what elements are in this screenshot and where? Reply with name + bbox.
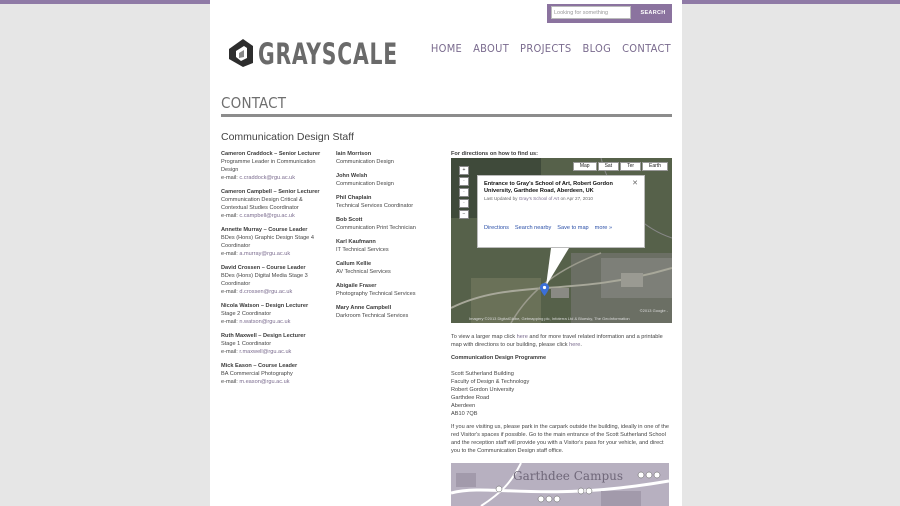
logo-wordmark: GRAYSCALE <box>258 37 398 71</box>
map-copyright: Imagery ©2013 DigitalGlobe, Getmapping plc, Infoterra Ltd & Bluesky, The GeoInformation <box>469 316 630 321</box>
section-title: Communication Design Staff <box>221 131 354 143</box>
close-icon[interactable]: ✕ <box>632 180 638 187</box>
staff-entry <box>336 304 444 320</box>
staff-column-2 <box>336 150 444 326</box>
nav-home[interactable]: HOME <box>430 42 463 55</box>
staff-name: Cameron Craddock – Senior Lecturer <box>221 151 321 157</box>
save-to-map-link[interactable]: Save to map <box>557 225 589 231</box>
staff-role: Communication Design <box>336 159 394 165</box>
zoom-step-icon[interactable]: · <box>459 199 469 208</box>
page-title: CONTACT <box>221 94 287 112</box>
staff-role: Programme Leader in Communication Design <box>221 159 316 173</box>
staff-name: Karl Kaufmann <box>336 239 376 245</box>
address-heading: Communication Design Programme <box>451 355 547 361</box>
larger-map-link[interactable]: here <box>516 334 528 340</box>
nav-blog[interactable]: BLOG <box>582 42 612 55</box>
email-label: e-mail: <box>221 213 238 219</box>
map-type-tabs <box>573 162 668 171</box>
email-label: e-mail: <box>221 289 238 295</box>
directions-heading: For directions on how to find us: <box>451 151 539 157</box>
zoom-step-icon[interactable]: · <box>459 177 469 186</box>
tab-satellite[interactable]: Sat <box>598 162 620 171</box>
main-nav <box>431 42 671 55</box>
staff-entry <box>336 260 444 276</box>
info-window-updated <box>484 196 638 201</box>
larger-map-paragraph <box>451 333 672 349</box>
staff-entry <box>221 264 329 296</box>
map-copyright-google: ©2013 Google - <box>639 308 668 313</box>
zoom-out-icon[interactable]: − <box>459 210 469 219</box>
staff-entry <box>336 194 444 210</box>
map-zoom-controls <box>459 166 468 221</box>
directions-link[interactable]: Directions <box>484 225 509 231</box>
email-label: e-mail: <box>221 379 238 385</box>
staff-name: Iain Morrison <box>336 151 372 157</box>
updated-prefix: Last Updated by <box>484 196 518 201</box>
staff-name: Ruth Maxwell – Design Lecturer <box>221 333 306 339</box>
campus-map-image[interactable] <box>451 463 669 506</box>
staff-entry <box>221 188 329 220</box>
nav-about[interactable]: ABOUT <box>473 42 510 55</box>
staff-email-row <box>221 318 329 326</box>
staff-name: David Crossen – Course Leader <box>221 265 306 271</box>
staff-name: Nicola Watson – Design Lecturer <box>221 303 309 309</box>
staff-name: Callum Kellie <box>336 261 372 267</box>
staff-email-link[interactable]: m.eason@rgu.ac.uk <box>239 379 290 385</box>
updated-by-link[interactable]: Gray's School of Art <box>518 196 560 201</box>
info-window-title: Entrance to Gray's School of Art, Robert Gordon University, Garthdee Road, Aberdeen, UK <box>484 181 613 194</box>
staff-email-link[interactable]: n.watson@rgu.ac.uk <box>239 319 291 325</box>
search-bar <box>547 4 672 23</box>
staff-email-link[interactable]: a.murray@rgu.ac.uk <box>239 251 291 257</box>
staff-email-row <box>221 288 329 296</box>
staff-name: Mary Anne Campbell <box>336 305 392 311</box>
staff-entry <box>336 150 444 166</box>
more-link[interactable]: more » <box>594 225 613 231</box>
tab-map[interactable]: Map <box>573 162 597 171</box>
staff-email-row <box>221 348 329 356</box>
staff-role: AV Technical Services <box>336 269 391 275</box>
larger-map-end: . <box>580 342 582 348</box>
address-line: Robert Gordon University <box>451 387 515 393</box>
staff-entry <box>336 282 444 298</box>
address-line: Faculty of Design & Technology <box>451 379 530 385</box>
address-line: AB10 7QB <box>451 411 478 417</box>
staff-entry <box>221 332 329 356</box>
staff-role: IT Technical Services <box>336 247 389 253</box>
staff-role: Photography Technical Services <box>336 291 416 297</box>
staff-email-row <box>221 250 329 258</box>
visiting-paragraph: If you are visiting us, please park in the carpark outside the building, ideally in one of the red Visitor's spaces if possible. Go to the main entrance of the Scott Sutherland School and the reception staff will provide you with a Visitor's pass for your vehicle, and direct you to the Communication Design staff office. <box>451 424 669 454</box>
address-block <box>451 354 672 418</box>
staff-role: Communication Design <box>336 181 394 187</box>
email-label: e-mail: <box>221 319 238 325</box>
nav-projects[interactable]: PROJECTS <box>520 42 572 55</box>
staff-email-row <box>221 212 329 220</box>
search-nearby-link[interactable]: Search nearby <box>514 225 552 231</box>
staff-email-link[interactable]: d.crossen@rgu.ac.uk <box>239 289 293 295</box>
campus-map-title: Garthdee Campus <box>513 469 624 483</box>
embedded-map[interactable] <box>451 158 672 323</box>
zoom-step-icon[interactable]: · <box>459 188 469 197</box>
staff-email-row <box>221 174 329 182</box>
staff-role: Stage 1 Coordinator <box>221 341 272 347</box>
staff-role: BDes (Hons) Graphic Design Stage 4 Coordinator <box>221 235 314 249</box>
staff-entry <box>221 362 329 386</box>
directions-heading-wrap <box>451 150 672 158</box>
staff-role: BDes (Hons) Digital Media Stage 3 Coordinator <box>221 273 308 287</box>
larger-map-text-1: To view a larger map click <box>451 334 516 340</box>
tab-terrain[interactable]: Ter <box>620 162 641 171</box>
staff-role: BA Commercial Photography <box>221 371 293 377</box>
staff-role: Communication Print Technician <box>336 225 416 231</box>
staff-name: Annette Murray – Course Leader <box>221 227 308 233</box>
address-line: Garthdee Road <box>451 395 490 401</box>
email-label: e-mail: <box>221 349 238 355</box>
staff-name: Bob Scott <box>336 217 363 223</box>
staff-role: Technical Services Coordinator <box>336 203 414 209</box>
staff-email-link[interactable]: c.campbell@rgu.ac.uk <box>239 213 295 219</box>
staff-name: Mick Eason – Course Leader <box>221 363 298 369</box>
staff-entry <box>221 302 329 326</box>
staff-name: Phil Chaplain <box>336 195 372 201</box>
staff-entry <box>221 150 329 182</box>
staff-entry <box>336 172 444 188</box>
nav-contact[interactable]: CONTACT <box>622 42 671 55</box>
staff-role: Communication Design Critical & Contextual Studies Coordinator <box>221 197 303 211</box>
staff-role: Darkroom Technical Services <box>336 313 409 319</box>
info-window-links <box>484 225 612 231</box>
map-marker-icon[interactable] <box>540 283 549 296</box>
address-line: Scott Sutherland Building <box>451 371 514 377</box>
email-label: e-mail: <box>221 175 238 181</box>
updated-suffix: on Apr 27, 2010 <box>560 196 593 201</box>
travel-info-link[interactable]: here <box>569 342 581 348</box>
staff-name: Abigaile Fraser <box>336 283 377 289</box>
email-label: e-mail: <box>221 251 238 257</box>
tab-earth[interactable]: Earth <box>642 162 668 171</box>
staff-entry <box>336 216 444 232</box>
staff-email-link[interactable]: r.maxwell@rgu.ac.uk <box>239 349 292 355</box>
staff-email-link[interactable]: c.craddock@rgu.ac.uk <box>239 175 296 181</box>
staff-name: John Welsh <box>336 173 368 179</box>
larger-map-text-2: and for more travel related information and a printable map with directions to our building, please click <box>451 334 663 348</box>
map-info-window <box>477 175 645 248</box>
address-line: Aberdeen <box>451 403 476 409</box>
staff-email-row <box>221 378 329 386</box>
staff-entry <box>221 226 329 258</box>
staff-column-1 <box>221 150 329 392</box>
title-divider <box>221 114 672 117</box>
search-input[interactable]: Looking for something <box>551 6 631 19</box>
staff-entry <box>336 238 444 254</box>
logo-mark-icon <box>227 37 255 67</box>
search-button[interactable]: SEARCH <box>640 10 666 16</box>
zoom-in-icon[interactable]: + <box>459 166 469 175</box>
staff-role: Stage 2 Coordinator <box>221 311 272 317</box>
staff-name: Cameron Campbell – Senior Lecturer <box>221 189 320 195</box>
